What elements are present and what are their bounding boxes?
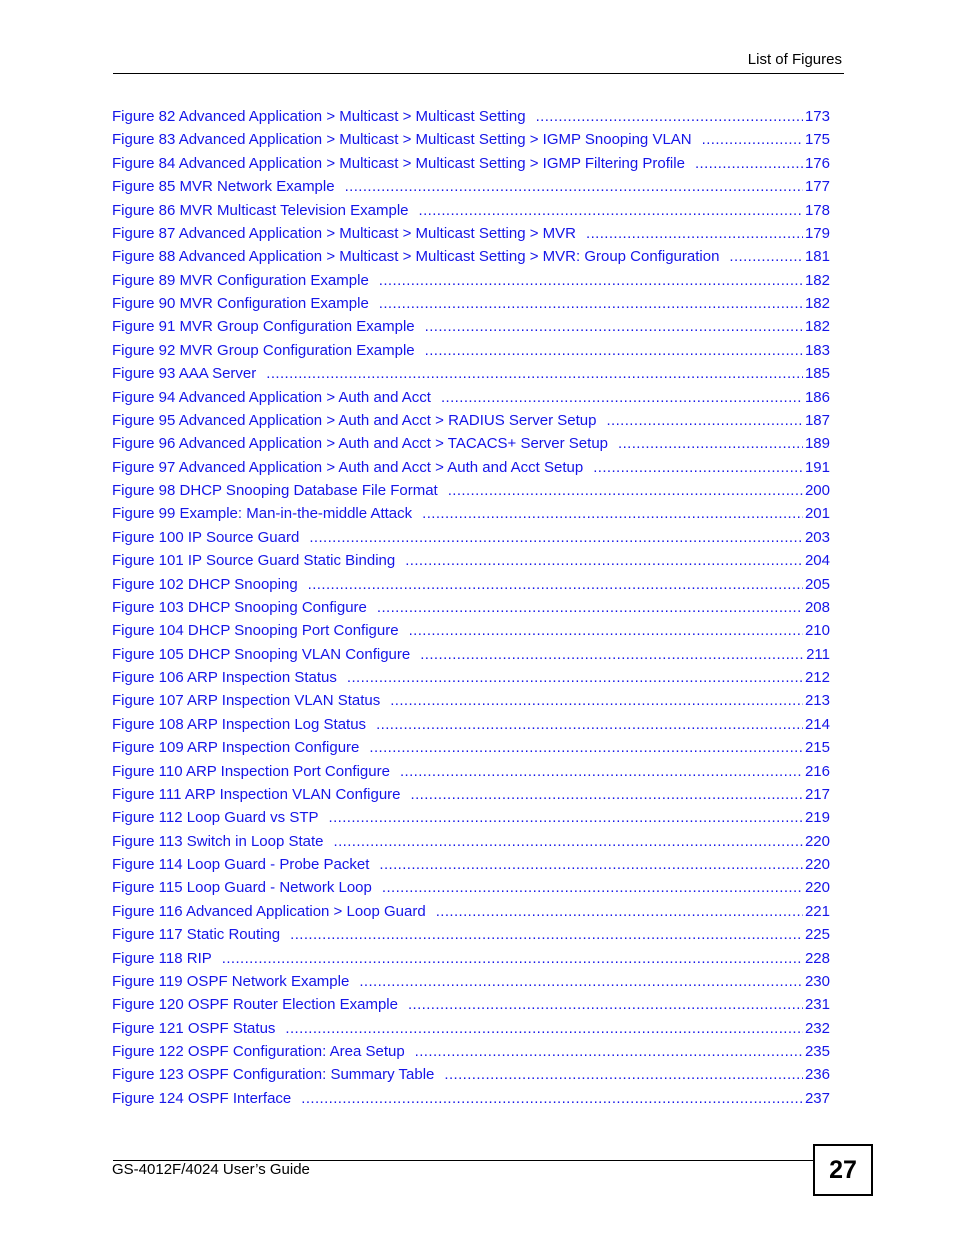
- toc-entry-label: Figure 122 OSPF Configuration: Area Setup: [112, 1043, 405, 1060]
- toc-entry-page: 177: [804, 178, 830, 196]
- toc-entry-page: 208: [804, 598, 830, 616]
- dot-leader: [379, 269, 803, 292]
- toc-entry-label: Figure 91 MVR Group Configuration Example: [112, 318, 415, 336]
- toc-entry-label: Figure 124 OSPF Interface: [112, 1089, 292, 1107]
- toc-entry[interactable]: [112, 432, 830, 455]
- toc-entry-page: 214: [804, 715, 830, 733]
- toc-entry-label: Figure 84 Advanced Application > Multicast > Multicast Setting > IGMP Filtering Profile: [112, 154, 685, 172]
- toc-entry-page: 186: [804, 388, 830, 406]
- dot-leader: [586, 222, 803, 245]
- toc-entry[interactable]: [112, 1063, 830, 1086]
- toc-entry[interactable]: [112, 502, 830, 525]
- dot-leader: [536, 105, 803, 128]
- dot-leader: [409, 619, 803, 642]
- toc-entry-label: Figure 97 Advanced Application > Auth and Acct > Auth and Acct Setup: [112, 458, 584, 476]
- toc-entry[interactable]: [112, 689, 830, 712]
- dot-leader: [390, 689, 803, 712]
- toc-entry[interactable]: [112, 666, 830, 689]
- toc-entry-label: Figure 112 Loop Guard vs STP: [112, 809, 319, 827]
- toc-entry-page: 211: [806, 645, 830, 663]
- toc-entry-label: Figure 120 OSPF Router Election Example: [112, 996, 398, 1014]
- toc-entry-label: Figure 96 Advanced Application > Auth and Acct > TACACS+ Server Setup: [112, 435, 609, 453]
- toc-entry-page: 181: [804, 248, 830, 266]
- toc-entry-page: 228: [804, 949, 830, 967]
- toc-entry-label: Figure 103 DHCP Snooping Configure: [112, 598, 367, 616]
- toc-entry[interactable]: [112, 947, 830, 970]
- dot-leader: [347, 666, 803, 689]
- dot-leader: [334, 830, 803, 853]
- toc-entry[interactable]: [112, 386, 830, 409]
- toc-entry[interactable]: [112, 292, 830, 315]
- toc-entry[interactable]: [112, 339, 830, 362]
- toc-entry-page: 178: [804, 201, 830, 219]
- toc-entry-page: 213: [804, 692, 830, 710]
- toc-entry-label: Figure 117 Static Routing: [112, 926, 281, 944]
- dot-leader: [408, 993, 803, 1016]
- toc-entry-page: 212: [804, 669, 830, 686]
- dot-leader: [266, 362, 803, 385]
- dot-leader: [702, 128, 803, 151]
- dot-leader: [419, 199, 803, 222]
- toc-entry-page: 173: [804, 108, 830, 125]
- toc-entry-label: Figure 109 ARP Inspection Configure: [112, 739, 360, 757]
- toc-entry-page: 236: [804, 1066, 830, 1084]
- toc-entry[interactable]: [112, 479, 830, 502]
- toc-entry-label: Figure 87 Advanced Application > Multicast > Multicast Setting > MVR: [112, 224, 576, 242]
- dot-leader: [729, 245, 803, 268]
- toc-entry-page: 220: [804, 856, 830, 873]
- toc-entry-page: 182: [804, 271, 830, 289]
- dot-leader: [606, 409, 803, 432]
- dot-leader: [309, 526, 803, 549]
- toc-entry-page: 225: [804, 926, 830, 944]
- dot-leader: [329, 806, 803, 829]
- toc-entry-label: Figure 113 Switch in Loop State: [112, 832, 324, 850]
- toc-entry-label: Figure 111 ARP Inspection VLAN Configure: [112, 785, 401, 803]
- toc-entry-label: Figure 82 Advanced Application > Multicast > Multicast Setting: [112, 108, 526, 125]
- toc-entry[interactable]: [112, 760, 830, 783]
- toc-entry-page: 182: [804, 318, 830, 336]
- toc-entry-page: 215: [804, 739, 830, 757]
- toc-entry-label: Figure 121 OSPF Status: [112, 1019, 276, 1037]
- toc-entry-page: 182: [804, 295, 830, 312]
- toc-entry[interactable]: [112, 269, 830, 292]
- toc-entry-page: 183: [804, 341, 830, 359]
- toc-entry[interactable]: [112, 876, 830, 899]
- toc-entry-label: Figure 119 OSPF Network Example: [112, 972, 350, 990]
- toc-entry[interactable]: [112, 1040, 830, 1063]
- toc-entry[interactable]: [112, 993, 830, 1016]
- toc-entry[interactable]: [112, 245, 830, 268]
- toc-entry-label: Figure 92 MVR Group Configuration Example: [112, 341, 415, 359]
- toc-entry-label: Figure 118 RIP: [112, 949, 212, 967]
- dot-leader: [415, 1040, 803, 1063]
- dot-leader: [425, 339, 803, 362]
- toc-entry[interactable]: [112, 970, 830, 993]
- dot-leader: [379, 853, 803, 876]
- toc-entry-page: 187: [804, 411, 830, 429]
- toc-entry[interactable]: [112, 362, 830, 385]
- dot-leader: [411, 783, 803, 806]
- toc-entry-label: Figure 98 DHCP Snooping Database File Format: [112, 482, 438, 499]
- toc-entry[interactable]: [112, 713, 830, 736]
- toc-entry[interactable]: [112, 806, 830, 829]
- toc-entry-page: 179: [804, 224, 830, 242]
- toc-entry[interactable]: [112, 1017, 830, 1040]
- toc-entry-page: 185: [804, 365, 830, 383]
- toc-entry[interactable]: [112, 456, 830, 479]
- toc-entry-label: Figure 93 AAA Server: [112, 365, 257, 383]
- toc-entry-page: 235: [804, 1043, 830, 1060]
- dot-leader: [436, 900, 803, 923]
- toc-entry[interactable]: [112, 923, 830, 946]
- toc-entry[interactable]: [112, 783, 830, 806]
- toc-entry-page: 216: [804, 762, 830, 780]
- dot-leader: [400, 760, 803, 783]
- toc-entry-page: 237: [804, 1089, 830, 1107]
- toc-entry-label: Figure 89 MVR Configuration Example: [112, 271, 369, 289]
- toc-entry-page: 231: [804, 996, 830, 1014]
- page-number: 27: [829, 1155, 857, 1184]
- dot-leader: [405, 549, 803, 572]
- toc-entry-label: Figure 108 ARP Inspection Log Status: [112, 715, 367, 733]
- guide-title: GS-4012F/4024 User’s Guide: [112, 1161, 310, 1178]
- toc-entry-label: Figure 115 Loop Guard - Network Loop: [112, 879, 372, 897]
- toc-entry-label: Figure 101 IP Source Guard Static Binding: [112, 552, 396, 570]
- toc-entry-page: 204: [804, 552, 830, 570]
- dot-leader: [695, 152, 803, 175]
- toc-entry-label: Figure 102 DHCP Snooping: [112, 575, 298, 593]
- toc-entry-label: Figure 95 Advanced Application > Auth and Acct > RADIUS Server Setup: [112, 411, 597, 429]
- toc-entry-label: Figure 110 ARP Inspection Port Configure: [112, 762, 390, 780]
- toc-entry-label: Figure 104 DHCP Snooping Port Configure: [112, 622, 399, 640]
- toc-entry-page: 191: [804, 458, 830, 476]
- toc-entry-page: 217: [804, 785, 830, 803]
- toc-entry-page: 205: [804, 575, 830, 593]
- toc-entry-label: Figure 106 ARP Inspection Status: [112, 669, 337, 686]
- dot-leader: [422, 502, 803, 525]
- dot-leader: [222, 947, 803, 970]
- dot-leader: [285, 1017, 803, 1040]
- running-header-title: List of Figures: [747, 51, 842, 68]
- toc-entry[interactable]: [112, 619, 830, 642]
- toc-entry-label: Figure 107 ARP Inspection VLAN Status: [112, 692, 381, 710]
- toc-entry-label: Figure 85 MVR Network Example: [112, 178, 335, 196]
- toc-entry-page: 203: [804, 528, 830, 546]
- toc-entry-label: Figure 88 Advanced Application > Multicast > Multicast Setting > MVR: Group Configuration: [112, 248, 720, 266]
- list-of-figures: [112, 105, 830, 1110]
- dot-leader: [382, 876, 803, 899]
- dot-leader: [290, 923, 803, 946]
- toc-entry[interactable]: [112, 152, 830, 175]
- dot-leader: [444, 1063, 803, 1086]
- dot-leader: [448, 479, 803, 502]
- dot-leader: [376, 713, 803, 736]
- toc-entry[interactable]: [112, 736, 830, 759]
- toc-entry-label: Figure 99 Example: Man-in-the-middle Attack: [112, 505, 413, 523]
- dot-leader: [420, 643, 804, 666]
- toc-entry-label: Figure 83 Advanced Application > Multicast > Multicast Setting > IGMP Snooping VLAN: [112, 131, 692, 149]
- toc-entry-page: 210: [804, 622, 830, 640]
- toc-entry[interactable]: [112, 526, 830, 549]
- dot-leader: [379, 292, 803, 315]
- toc-entry-page: 230: [804, 972, 830, 990]
- toc-entry[interactable]: [112, 573, 830, 596]
- toc-entry-label: Figure 123 OSPF Configuration: Summary Table: [112, 1066, 435, 1084]
- toc-entry-page: 176: [804, 154, 830, 172]
- toc-entry-label: Figure 90 MVR Configuration Example: [112, 295, 369, 312]
- toc-entry-page: 221: [804, 902, 830, 920]
- toc-entry[interactable]: [112, 596, 830, 619]
- toc-entry[interactable]: [112, 105, 830, 128]
- toc-entry-page: 189: [804, 435, 830, 453]
- toc-entry[interactable]: [112, 409, 830, 432]
- toc-entry-label: Figure 114 Loop Guard - Probe Packet: [112, 856, 370, 873]
- header-rule: [113, 73, 844, 74]
- toc-entry-page: 219: [804, 809, 830, 827]
- toc-entry[interactable]: [112, 900, 830, 923]
- toc-entry[interactable]: [112, 128, 830, 151]
- dot-leader: [441, 386, 803, 409]
- toc-entry-label: Figure 105 DHCP Snooping VLAN Configure: [112, 645, 411, 663]
- toc-entry[interactable]: [112, 315, 830, 338]
- toc-entry-label: Figure 86 MVR Multicast Television Example: [112, 201, 409, 219]
- dot-leader: [345, 175, 803, 198]
- dot-leader: [359, 970, 803, 993]
- dot-leader: [618, 432, 803, 455]
- toc-entry[interactable]: [112, 549, 830, 572]
- toc-entry-page: 232: [804, 1019, 830, 1037]
- dot-leader: [369, 736, 803, 759]
- dot-leader: [308, 573, 803, 596]
- toc-entry[interactable]: [112, 175, 830, 198]
- dot-leader: [425, 315, 803, 338]
- toc-entry[interactable]: [112, 643, 830, 666]
- page-number-box: [813, 1144, 873, 1196]
- toc-entry-page: 220: [804, 879, 830, 897]
- toc-entry[interactable]: [112, 1087, 830, 1110]
- dot-leader: [593, 456, 803, 479]
- toc-entry-page: 200: [804, 482, 830, 499]
- toc-entry-page: 220: [804, 832, 830, 850]
- toc-entry[interactable]: [112, 853, 830, 876]
- toc-entry[interactable]: [112, 222, 830, 245]
- toc-entry-label: Figure 94 Advanced Application > Auth and Acct: [112, 388, 431, 406]
- toc-entry-page: 201: [804, 505, 830, 523]
- toc-entry-label: Figure 116 Advanced Application > Loop Guard: [112, 902, 426, 920]
- toc-entry[interactable]: [112, 830, 830, 853]
- toc-entry[interactable]: [112, 199, 830, 222]
- toc-entry-label: Figure 100 IP Source Guard: [112, 528, 300, 546]
- dot-leader: [377, 596, 803, 619]
- dot-leader: [301, 1087, 803, 1110]
- toc-entry-page: 175: [804, 131, 830, 149]
